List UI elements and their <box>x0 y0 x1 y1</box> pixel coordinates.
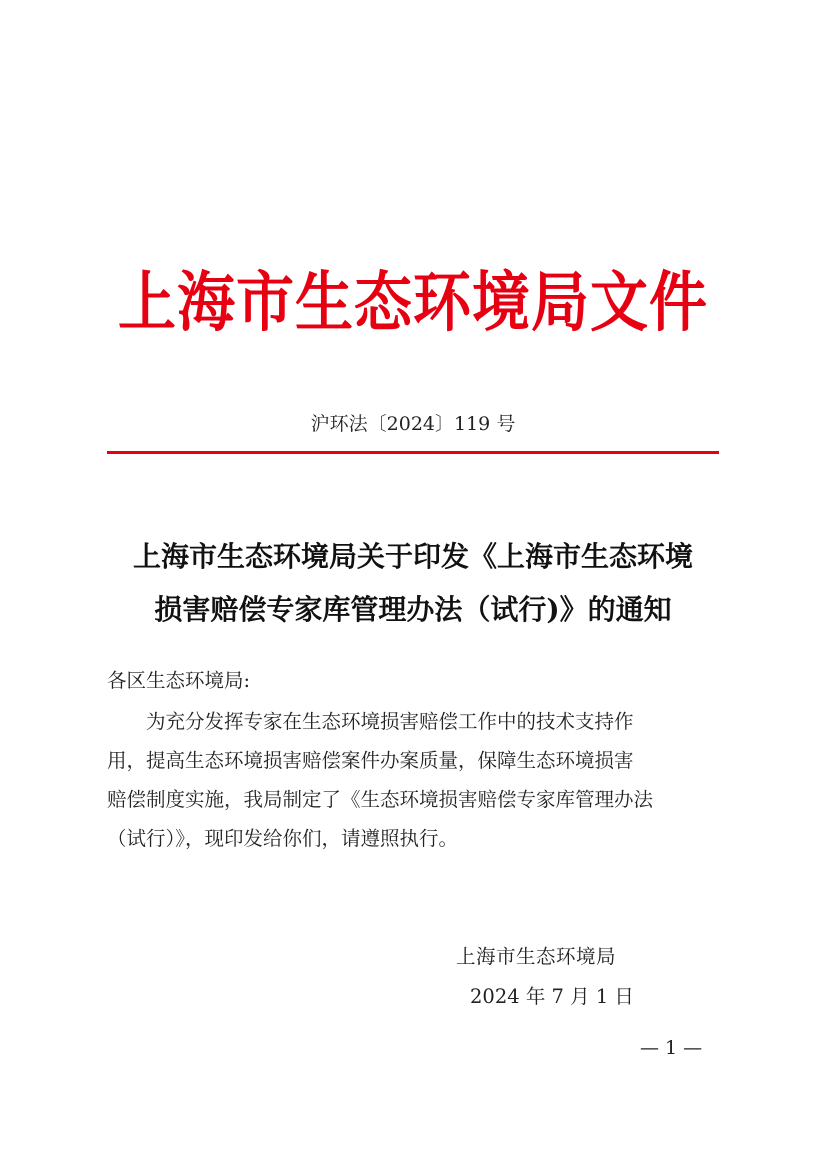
body-line-1: 为充分发挥专家在生态环境损害赔偿工作中的技术支持作 <box>146 710 634 733</box>
notice-title <box>96 530 730 636</box>
page-number: — 1 — <box>640 1037 703 1059</box>
red-divider-rule <box>107 451 719 454</box>
notice-title-line-1: 上海市生态环境局关于印发《上海市生态环境 <box>132 540 693 573</box>
masthead-title: 上海市生态环境局文件 <box>117 263 708 340</box>
body-paragraph <box>107 702 721 858</box>
body-line-3: 赔偿制度实施，我局制定了《生态环境损害赔偿专家库管理办法 <box>107 788 654 811</box>
body-line-4: （试行）》，现印发给你们，请遵照执行。 <box>107 827 459 850</box>
issuing-authority: 上海市生态环境局 <box>456 945 617 968</box>
salutation: 各区生态环境局: <box>107 669 251 692</box>
issue-date: 2024 年 7 月 1 日 <box>470 985 634 1008</box>
document-number: 沪环法〔2024〕119 号 <box>310 413 516 435</box>
notice-title-line-2: 损害赔偿专家库管理办法（试行)》的通知 <box>154 593 672 626</box>
body-line-2: 用，提高生态环境损害赔偿案件办案质量，保障生态环境损害 <box>107 749 634 772</box>
